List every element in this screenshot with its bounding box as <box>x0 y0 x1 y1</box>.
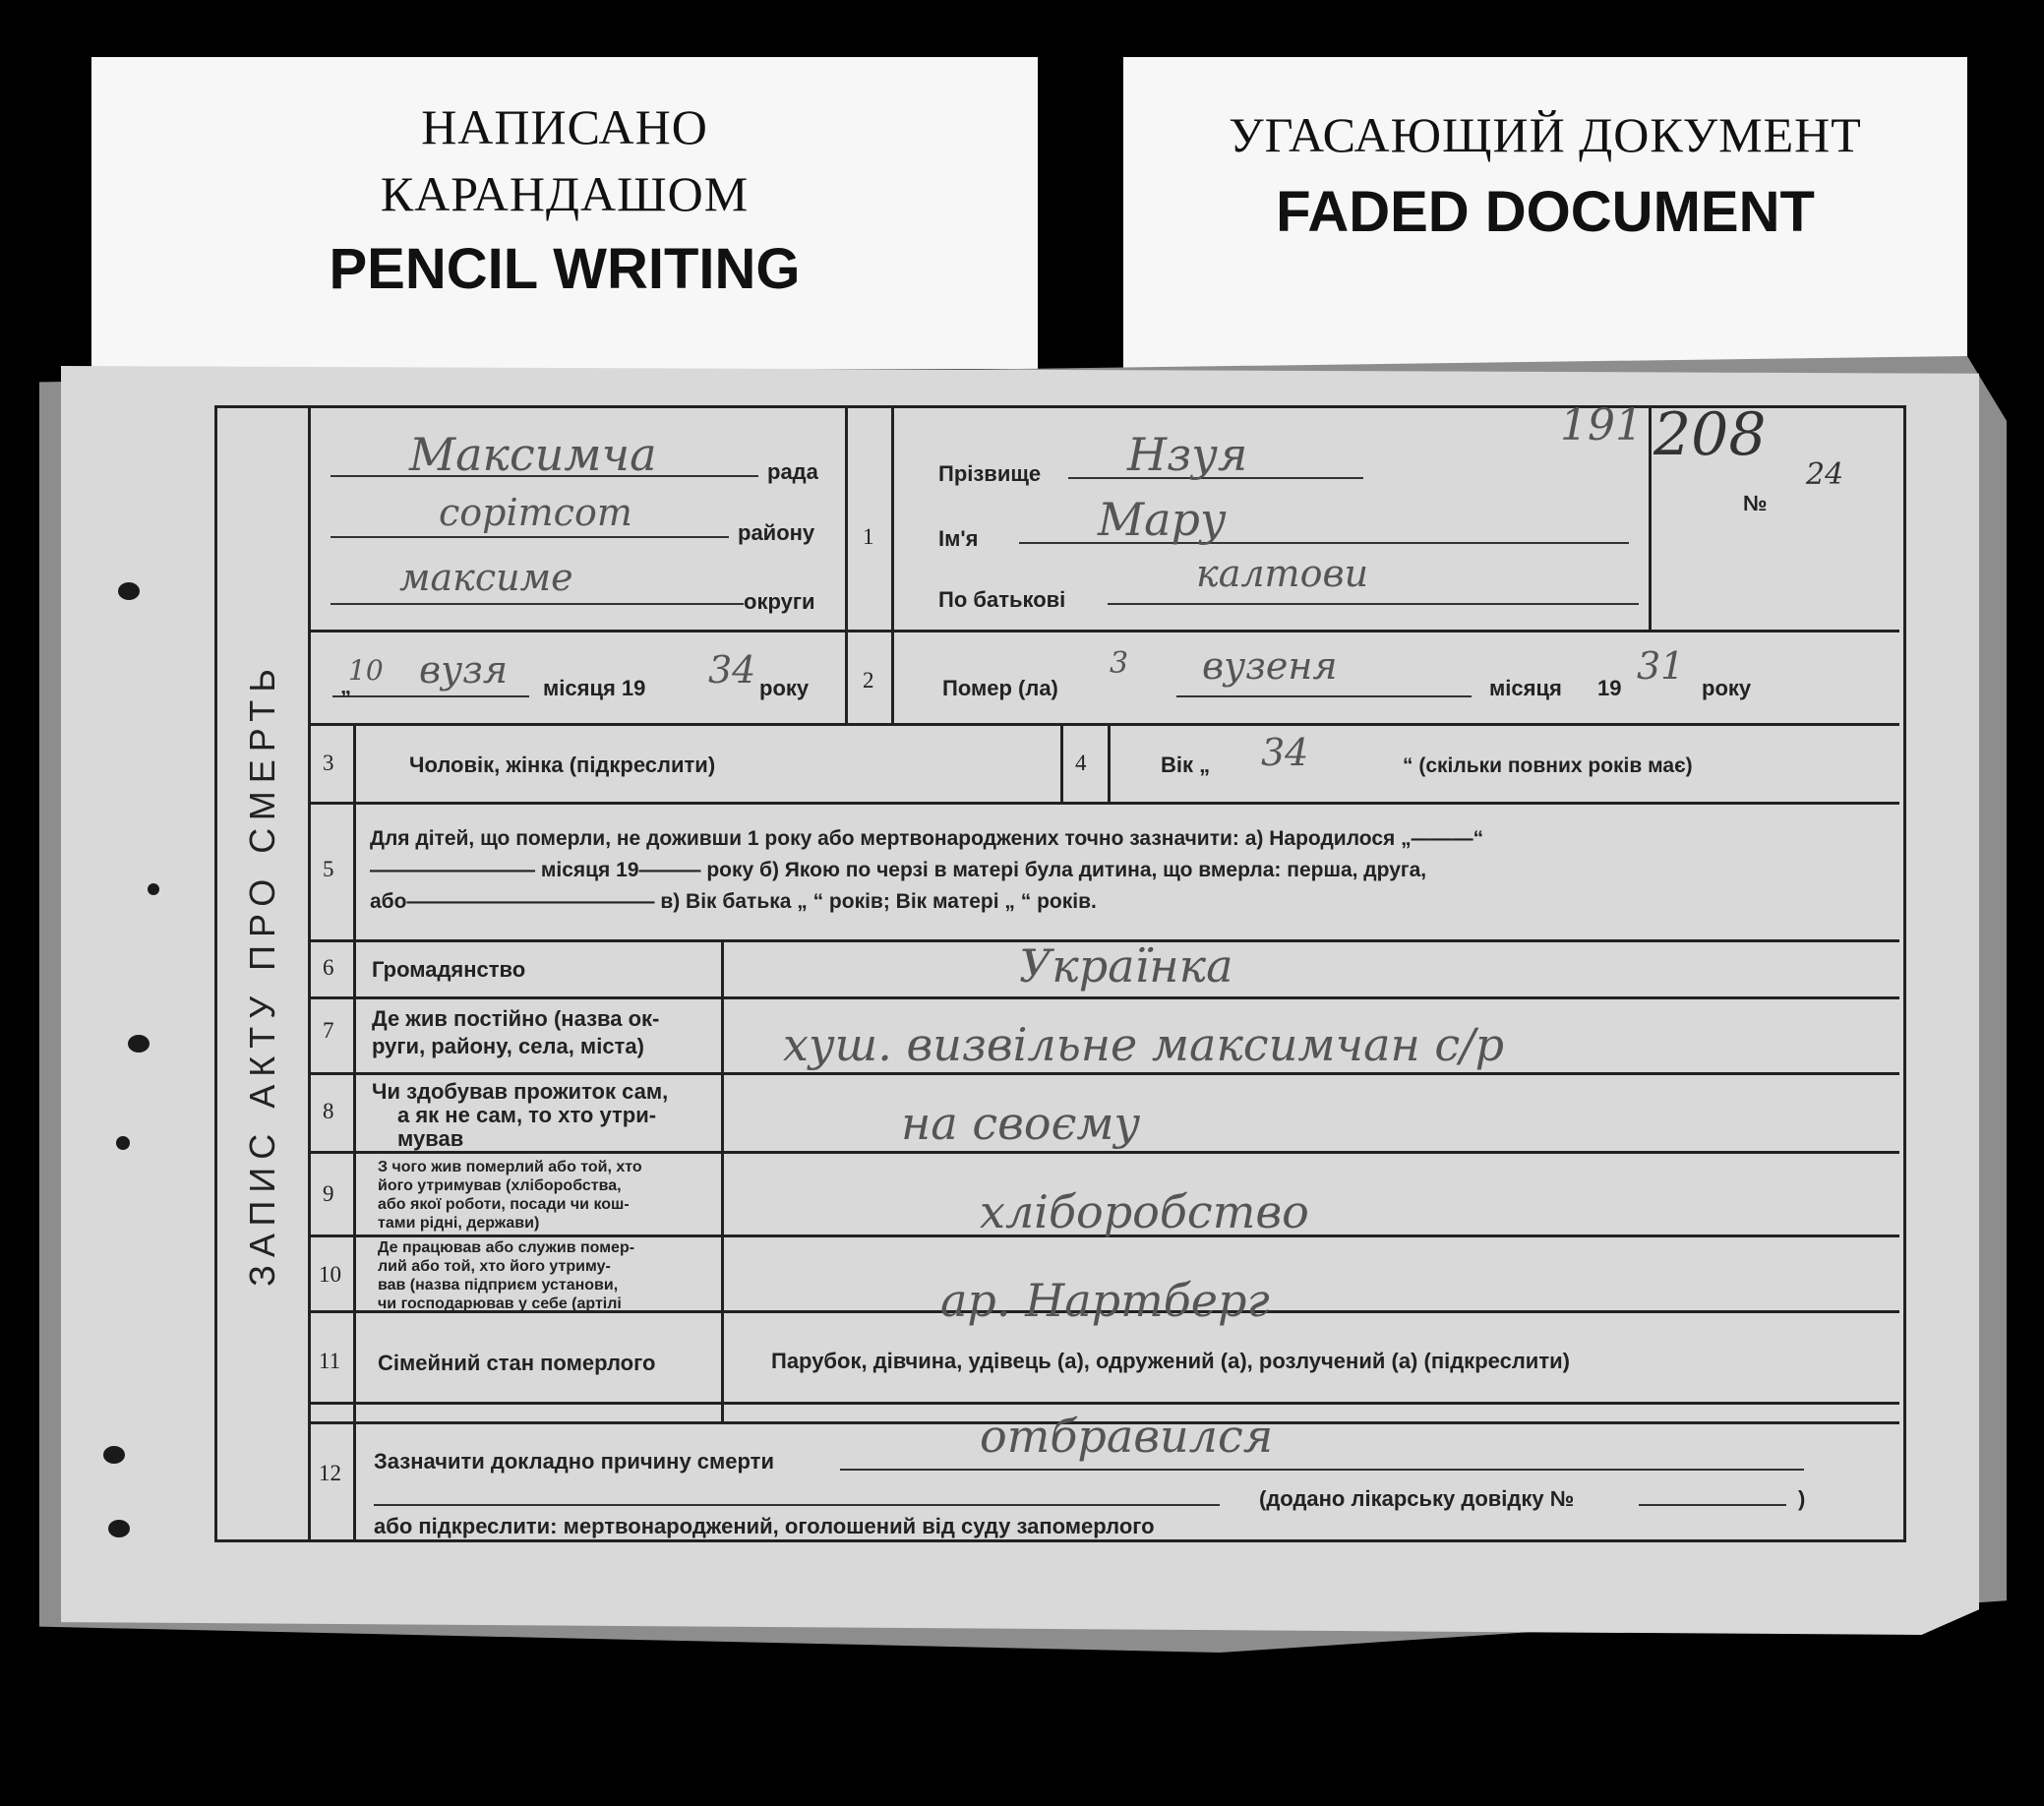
row-num-9: 9 <box>323 1181 334 1206</box>
marital-options: Парубок, дівчина, удівець (а), одружений (а), розлучений (а) (підкреслити) <box>771 1349 1570 1373</box>
age-label: Вік „ <box>1161 752 1211 777</box>
patronymic-label: По батькові <box>938 587 1066 612</box>
workplace-label-3: вав (назва підприєм установи, <box>378 1277 619 1294</box>
punch-hole <box>103 1446 125 1464</box>
rada-label: рада <box>767 459 818 484</box>
marital-label: Сімейний стан померлого <box>378 1351 656 1375</box>
raion-value: сорітсот <box>439 491 632 534</box>
side-title-text: ЗАПИС АКТУ ПРО СМЕРТЬ <box>242 661 282 1287</box>
workplace-label-1: Де працював або служив помер- <box>378 1239 635 1256</box>
died-month: вузеня <box>1202 644 1338 688</box>
livelihood-label-2: а як не сам, то хто утри- <box>397 1103 657 1127</box>
tag-ru-line1: НАПИСАНО <box>421 99 708 154</box>
age-value: 34 <box>1261 731 1309 774</box>
occupation-label-1: З чого жив померлий або той, хто <box>378 1159 642 1175</box>
tag-ru: УГАСАЮЩИЙ ДОКУМЕНТ <box>1229 107 1862 162</box>
medical-cert-end: ) <box>1798 1486 1806 1511</box>
infant-line-2: ———————— місяця 19——— року б) Якою по черзі в матері була дитина, що вмерла: перша, друга, <box>370 859 1427 881</box>
patronymic-value: калтови <box>1196 552 1369 595</box>
form-side-title <box>217 408 308 1539</box>
tag-ru-line2: КАРАНДАШОМ <box>380 166 750 221</box>
occupation-label-3: або якої роботи, посади чи кош- <box>378 1196 630 1213</box>
workplace-value: ар. Нартберг <box>940 1274 1270 1327</box>
punch-hole <box>128 1035 150 1053</box>
rada-value: Максимча <box>409 428 657 481</box>
died-year-prefix: 19 <box>1597 676 1622 700</box>
cause-label: Зазначити докладно причину смерти <box>374 1449 774 1474</box>
age-suffix: “ (скільки повних років має) <box>1403 754 1693 777</box>
row-num-12: 12 <box>319 1461 341 1485</box>
died-year: 31 <box>1637 644 1685 688</box>
residence-label-2: руги, району, села, міста) <box>372 1034 644 1058</box>
faded-document-tag <box>1123 57 1967 387</box>
date-mid: місяця 19 <box>543 676 646 700</box>
medical-cert-label: (додано лікарську довідку № <box>1259 1486 1575 1511</box>
citizenship-value: Українка <box>1019 939 1233 993</box>
row-num-6: 6 <box>323 955 334 980</box>
citizenship-label: Громадянство <box>372 957 526 982</box>
died-day: 3 <box>1110 646 1129 681</box>
died-mid: місяця <box>1489 676 1562 700</box>
occupation-label-4: тами рідні, держави) <box>378 1215 540 1232</box>
date-month: вузя <box>419 648 509 692</box>
form-grid <box>308 400 1903 1539</box>
date-quote: „ <box>340 674 351 698</box>
row-num-8: 8 <box>323 1099 334 1123</box>
punch-hole <box>116 1136 130 1150</box>
livelihood-value: на своєму <box>901 1097 1141 1150</box>
death-record-form <box>214 400 1906 1542</box>
name-value: Мару <box>1098 493 1227 546</box>
surname-label: Прізвище <box>938 461 1042 486</box>
record-stamp-number: 191 <box>1560 400 1643 451</box>
residence-label-1: Де жив постійно (назва ок- <box>372 1006 660 1031</box>
punch-hole <box>118 582 140 600</box>
occupation-label-2: його утримував (хліборобства, <box>378 1177 622 1194</box>
punch-hole <box>148 883 159 895</box>
okruha-label: округи <box>744 589 815 614</box>
residence-value: хуш. визвільне максимчан с/р <box>783 1018 1505 1071</box>
row-num-2: 2 <box>863 668 874 692</box>
record-number-label: № <box>1743 491 1768 515</box>
name-label: Ім'я <box>938 526 979 551</box>
row-num-4: 4 <box>1075 751 1087 775</box>
livelihood-label-1: Чи здобував прожиток сам, <box>372 1079 669 1104</box>
date-day: 10 <box>348 654 384 687</box>
record-number-sub: 24 <box>1806 457 1844 492</box>
livelihood-label-3: мував <box>397 1126 464 1151</box>
punch-hole <box>108 1520 130 1537</box>
row-num-1: 1 <box>863 524 874 549</box>
infant-line-1: Для дітей, що померли, не доживши 1 року або мертвонароджених точно зазначити: а) Народилося „———“ <box>370 827 1484 850</box>
surname-value: Нзуя <box>1127 428 1248 481</box>
row-num-10: 10 <box>319 1262 341 1287</box>
sex-label: Чоловік, жінка (підкреслити) <box>409 752 716 777</box>
died-suffix: року <box>1702 676 1752 700</box>
date-year: 34 <box>708 648 756 692</box>
row-num-5: 5 <box>323 857 334 881</box>
row-num-7: 7 <box>323 1018 334 1043</box>
record-number: 208 <box>1653 400 1767 469</box>
cause-value: отбравился <box>980 1410 1274 1463</box>
tag-en: FADED DOCUMENT <box>1276 180 1815 244</box>
tag-en: PENCIL WRITING <box>329 237 801 301</box>
pencil-writing-tag <box>91 57 1038 369</box>
raion-label: району <box>738 520 815 545</box>
date-suffix: року <box>759 676 810 700</box>
died-label: Помер (ла) <box>942 676 1058 700</box>
cause-alt-line: або підкреслити: мертвонароджений, оголошений від суду запомерлого <box>374 1514 1155 1538</box>
row-num-11: 11 <box>319 1349 341 1373</box>
workplace-label-2: лий або той, хто його утриму- <box>378 1258 611 1275</box>
okruha-value: максиме <box>399 556 573 599</box>
row-num-3: 3 <box>323 751 334 775</box>
workplace-label-4: чи господарював у себе (артілі <box>378 1295 622 1312</box>
occupation-value: хліборобство <box>980 1185 1309 1238</box>
infant-line-3: або———————————— в) Вік батька „ “ років; Вік матері „ “ років. <box>370 890 1097 913</box>
